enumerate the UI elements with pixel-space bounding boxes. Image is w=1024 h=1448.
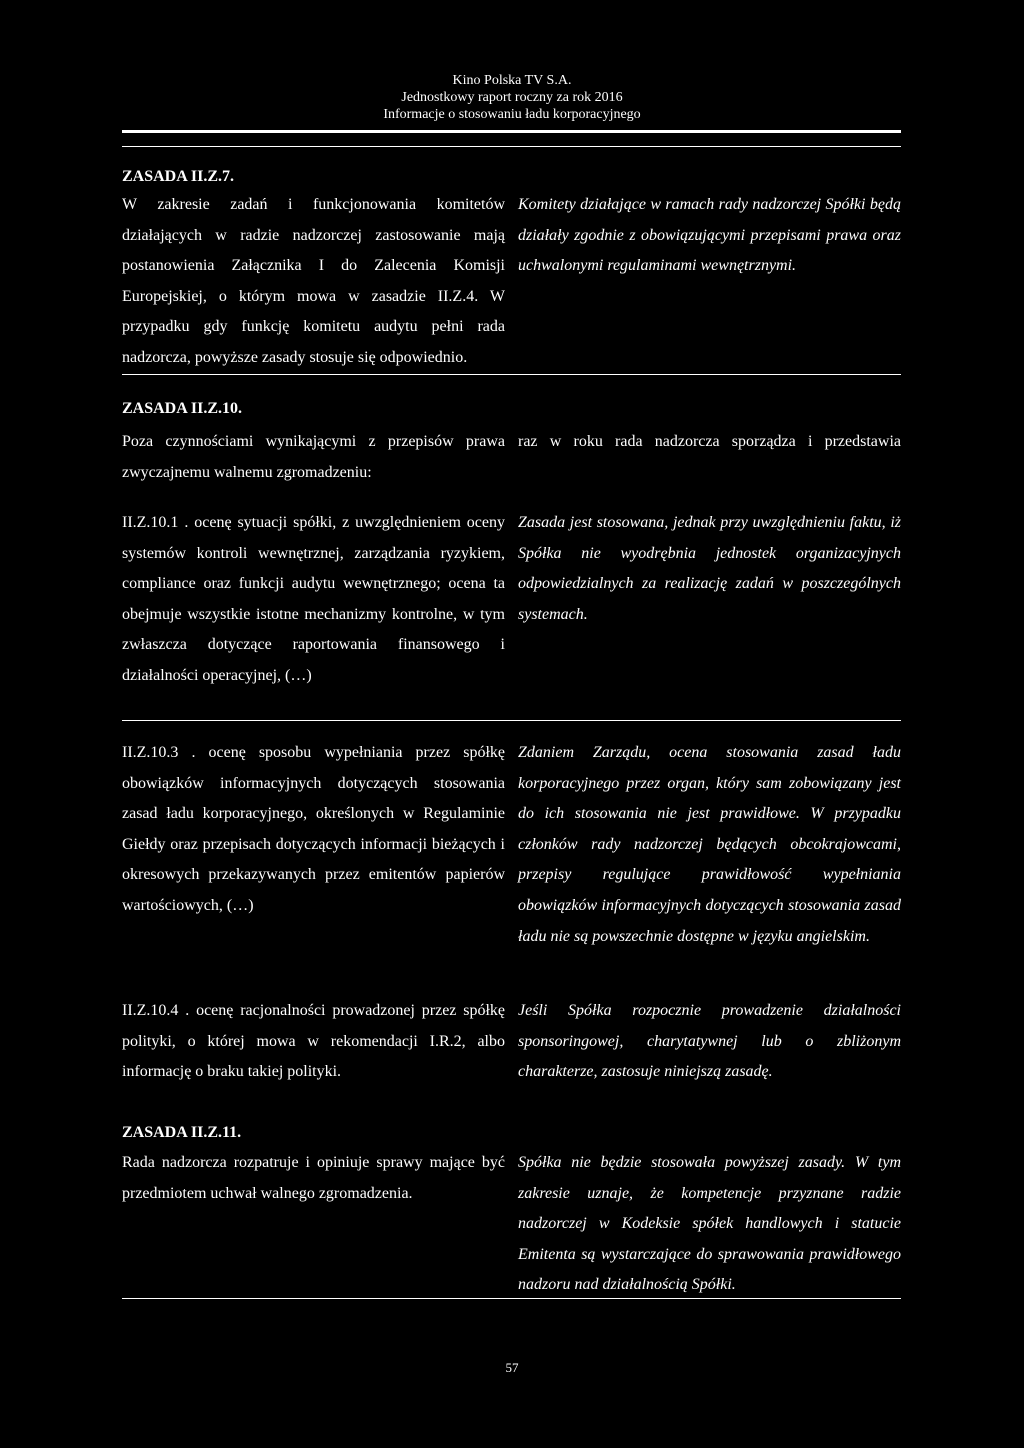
page-header bbox=[0, 72, 1024, 123]
section-heading-z10: ZASADA II.Z.10. bbox=[122, 400, 243, 417]
z10-item1-principle: II.Z.10.1 . ocenę sytuacji spółki, z uwzględnieniem oceny systemów kontroli wewnętrznej, zarządzania ryzykiem, compliance oraz funkcji audytu wewnętrznego; ocena ta obejmuje wszystkie istotne mechanizmy kontrolne, w tym zwłaszcza dotyczące raportowania finansowego i działalności operacyjnej, (…) bbox=[122, 514, 505, 684]
z10-intro-line bbox=[122, 427, 901, 458]
z11-principle-text: Rada nadzorcza rozpatruje i opiniuje sprawy mające być przedmiotem uchwał walnego zgromadzenia. bbox=[122, 1154, 505, 1202]
section-heading-z11: ZASADA II.Z.11. bbox=[122, 1124, 242, 1141]
header-report: Jednostkowy raport roczny za rok 2016 bbox=[401, 90, 623, 105]
header-rule-thick bbox=[122, 130, 901, 133]
z10-item1-response: Zasada jest stosowana, jednak przy uwzględnieniu faktu, iż Spółka nie wyodrębnia jednostek organizacyjnych odpowiedzialnych za realizację zadań w poszczególnych systemach. bbox=[518, 514, 901, 623]
z7-company-response: Komitety działające w ramach rady nadzorczej Spółki będą działały zgodnie z obowiązującymi przepisami prawa oraz uchwalonymi regulaminami wewnętrznymi. bbox=[518, 196, 901, 275]
section-divider bbox=[122, 720, 901, 721]
section-divider bbox=[122, 1298, 901, 1299]
z10-item3-principle: II.Z.10.3 . ocenę sposobu wypełniania przez spółkę obowiązków informacyjnych dotyczących stosowania zasad ładu korporacyjnego, określonych w Regulaminie Giełdy oraz przepisach dotyczących informacji bieżących i okresowych przekazywanych przez emitentów papierów wartościowych, (…) bbox=[122, 744, 505, 914]
z10-item3-response: Zdaniem Zarządu, ocena stosowania zasad ładu korporacyjnego przez organ, który sam zobowiązany jest do ich stosowania nie jest prawidłowe. W przypadku członków rady nadzorczej będących obcokrajowcami, przepisy regulujące prawidłowość wypełniania obowiązków informacyjnych dotyczących stosowania zasad ładu nie są powszechnie dostępne w języku angielskim. bbox=[518, 744, 901, 945]
z10-item4-response: Jeśli Spółka rozpocznie prowadzenie działalności sponsoringowej, charytatywnej lub o zbliżonym charakterze, zastosuje niniejszą zasadę. bbox=[518, 1002, 901, 1081]
z10-item4-principle: II.Z.10.4 . ocenę racjonalności prowadzonej przez spółkę polityki, o której mowa w rekomendacji I.R.2, albo informację o braku takiej polityki. bbox=[122, 1002, 505, 1081]
section-heading-z7: ZASADA II.Z.7. bbox=[122, 168, 235, 185]
header-company: Kino Polska TV S.A. bbox=[452, 73, 572, 88]
z11-company-response: Spółka nie będzie stosowała powyższej zasady. W tym zakresie uznaje, że kompetencje przyznane radzie nadzorczej w Kodeksie spółek handlowych i statucie Emitenta są wystarczające do sprawowania prawidłowego nadzoru nad działalnością Spółki. bbox=[518, 1154, 901, 1294]
z10-intro-continuation: zwyczajnemu walnemu zgromadzeniu: bbox=[122, 464, 372, 481]
z10-intro-part-b: raz w roku rada nadzorcza sporządza i przedstawia bbox=[518, 433, 901, 450]
page-number: 57 bbox=[505, 1360, 519, 1375]
header-rule-thin bbox=[122, 146, 901, 147]
section-divider bbox=[122, 374, 901, 375]
z7-principle-text: W zakresie zadań i funkcjonowania komitetów działających w radzie nadzorczej zastosowanie mają postanowienia Załącznika I do Zalecenia Komisji Europejskiej, o którym mowa w zasadzie II.Z.4. W przypadku gdy funkcję komitetu audytu pełni rada nadzorcza, powyższe zasady stosuje się odpowiednio. bbox=[122, 196, 505, 366]
z10-intro-part-a: Poza czynnościami wynikającymi z przepisów prawa bbox=[122, 433, 505, 450]
header-section: Informacje o stosowaniu ładu korporacyjnego bbox=[383, 107, 641, 122]
